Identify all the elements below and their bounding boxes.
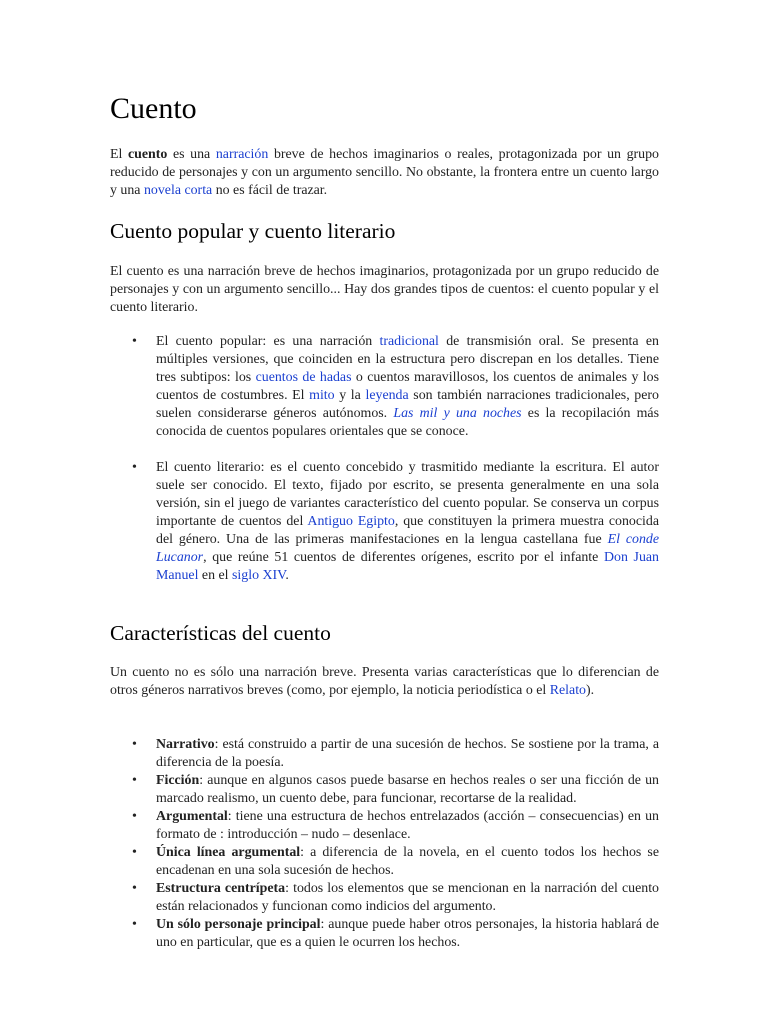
list-item-argumental: • Argumental: tiene una estructura de hechos entrelazados (acción – consecuencias) en un formato de : introducción – nudo – desenlace. — [110, 808, 659, 844]
list-item-ficcion: • Ficción: aunque en algunos casos puede basarse en hechos reales o ser una ficción de un marcado realismo, un cuento debe, para funcionar, recortarse de la realidad. — [110, 772, 659, 808]
link-don-juan-manuel[interactable]: Don Juan Manuel — [156, 550, 660, 583]
link-siglo-xiv[interactable]: siglo XIV — [232, 568, 286, 583]
link-relato[interactable]: Relato — [549, 683, 586, 698]
tipos-de-cuento-list — [110, 333, 659, 585]
list-item-estructura-centripeta: • Estructura centrípeta: todos los elementos que se mencionan en la narración del cuento están relacionados y funcionan como indicios del argumento. — [110, 880, 659, 916]
section-heading-caracteristicas: Características del cuento — [110, 621, 331, 645]
list-item-un-solo-personaje-principal: • Un sólo personaje principal: aunque puede haber otros personajes, la historia hablará de uno en particular, que es a quien le ocurren los hechos. — [110, 916, 659, 952]
section-heading-cuento-popular: Cuento popular y cuento literario — [110, 219, 396, 243]
caracteristicas-list — [110, 736, 659, 952]
link-narracion[interactable]: narración — [215, 147, 269, 162]
link-mito[interactable]: mito — [309, 388, 335, 403]
link-antiguo-egipto[interactable]: Antiguo Egipto — [307, 514, 395, 529]
link-novela-corta[interactable]: novela corta — [143, 183, 213, 198]
link-el-conde-lucanor[interactable]: El conde Lucanor — [156, 532, 659, 565]
section2-paragraph: Un cuento no es sólo una narración breve. Presenta varias características que lo diferencian de otros géneros narrativos breves (como, por ejemplo, la noticia periodística o el Relato). — [110, 665, 659, 698]
list-item-narrativo: • Narrativo: está construido a partir de una sucesión de hechos. Se sostiene por la trama, a diferencia de la poesía. — [110, 736, 659, 772]
list-item-cuento-literario: • El cuento literario: es el cuento concebido y trasmitido mediante la escritura. El autor suele ser conocido. El texto, fijado por escrito, se presenta generalmente en una sola versión, sin el juego de variantes característico del cuento popular. Se conserva un corpus importante de cuentos del Antiguo Egipto, que constituyen la primera muestra conocida del género. Una de las primeras manifestaciones en la lengua castellana fue El conde Lucanor, que reúne 51 cuentos de diferentes orígenes, escrito por el infante Don Juan Manuel en el siglo XIV. — [110, 459, 659, 585]
link-leyenda[interactable]: leyenda — [365, 388, 409, 403]
list-item-cuento-popular: • El cuento popular: es una narración tradicional de transmisión oral. Se presenta en múltiples versiones, que coinciden en la estructura pero discrepan en los detalles. Tiene tres subtipos: los cuentos de hadas o cuentos maravillosos, los cuentos de animales y los cuentos de costumbres. El mito y la leyenda son también narraciones tradicionales, pero suelen considerarse géneros autónomos. Las mil y una noches es la recopilación más conocida de cuentos populares orientales que se conoce. — [110, 333, 659, 441]
page-title: Cuento — [110, 92, 197, 125]
link-las-mil-y-una-noches[interactable]: Las mil y una noches — [393, 406, 522, 421]
intro-paragraph: El cuento es una narración breve de hechos imaginarios o reales, protagonizada por un grupo reducido de personajes y con un argumento sencillo. No obstante, la frontera entre un cuento largo y una novela corta no es fácil de trazar. — [110, 147, 659, 198]
section1-paragraph: El cuento es una narración breve de hechos imaginarios, protagonizada por un grupo reducido de personajes y con un argumento sencillo... Hay dos grandes tipos de cuentos: el cuento popular y el cuento literario. — [110, 264, 659, 315]
list-item-unica-linea-argumental: • Única línea argumental: a diferencia de la novela, en el cuento todos los hechos se encadenan en una sola sucesión de hechos. — [110, 844, 659, 880]
bold-term: cuento — [127, 147, 168, 162]
link-tradicional[interactable]: tradicional — [379, 334, 439, 349]
link-cuentos-de-hadas[interactable]: cuentos de hadas — [255, 370, 352, 385]
